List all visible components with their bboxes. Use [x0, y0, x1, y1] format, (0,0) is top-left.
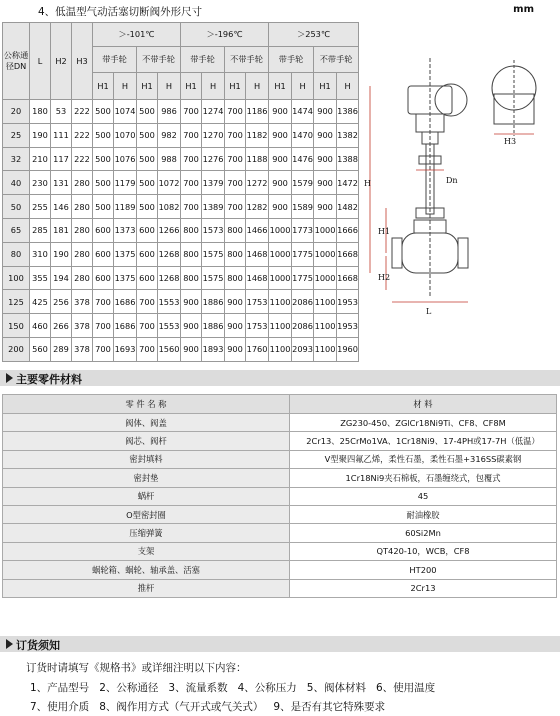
header-h: H — [202, 73, 225, 100]
table-cell: 280 — [72, 218, 93, 242]
table-cell: 600 — [93, 218, 114, 242]
valve-outline-drawing — [356, 58, 556, 348]
header-h: H — [246, 73, 269, 100]
header-h: H — [114, 73, 137, 100]
table-cell: 900 — [269, 123, 292, 147]
order-intro: 订货时请填写《规格书》或详细注明以下内容： — [26, 662, 247, 674]
table-cell: 600 — [137, 266, 158, 290]
table-cell: 222 — [72, 100, 93, 124]
parts-col-name: 零 件 名 称 — [3, 395, 290, 414]
table-cell: 1753 — [246, 314, 269, 338]
table-cell: 700 — [225, 195, 246, 219]
header-h1: H1 — [269, 73, 292, 100]
table-cell: 500 — [93, 171, 114, 195]
header-h3: H3 — [72, 23, 93, 100]
table-row — [3, 414, 557, 432]
table-cell: 1886 — [202, 314, 225, 338]
material-cell: ZG230-450、ZGlCr18Ni9Ti、CF8、CF8M — [290, 414, 557, 432]
table-cell: 1282 — [246, 195, 269, 219]
dn-cell: 65 — [3, 218, 30, 242]
table-cell: 600 — [93, 242, 114, 266]
table-cell: 900 — [225, 290, 246, 314]
material-cell: HT200 — [290, 561, 557, 579]
table-cell: 1560 — [158, 337, 181, 361]
table-cell: 900 — [314, 123, 337, 147]
table-cell: 1960 — [337, 337, 359, 361]
table-cell: 310 — [30, 242, 51, 266]
table-cell: 1000 — [314, 242, 337, 266]
table-cell: 1000 — [269, 218, 292, 242]
table-cell: 425 — [30, 290, 51, 314]
table-row — [3, 314, 359, 338]
table-row — [3, 524, 557, 542]
header-temp-101: ＞-101℃ — [93, 23, 181, 47]
table-cell: 181 — [51, 218, 72, 242]
part-name-cell: 密封填料 — [3, 450, 290, 468]
table-cell: 700 — [137, 337, 158, 361]
table-row — [3, 505, 557, 523]
table-cell: 900 — [269, 195, 292, 219]
table-cell: 1573 — [202, 218, 225, 242]
dn-cell: 40 — [3, 171, 30, 195]
dn-cell: 32 — [3, 147, 30, 171]
header-without-wheel: 不带手轮 — [137, 47, 181, 73]
table-cell: 1100 — [269, 290, 292, 314]
table-cell: 500 — [137, 171, 158, 195]
part-name-cell: 推杆 — [3, 579, 290, 597]
header-h1: H1 — [181, 73, 202, 100]
table-cell: 1482 — [337, 195, 359, 219]
table-cell: 700 — [181, 171, 202, 195]
header-with-wheel: 带手轮 — [181, 47, 225, 73]
header-h1: H1 — [225, 73, 246, 100]
table-cell: 280 — [72, 195, 93, 219]
table-cell: 900 — [314, 147, 337, 171]
table-cell: 146 — [51, 195, 72, 219]
parts-col-material: 材 料 — [290, 395, 557, 414]
header-dn: 公称通径DN — [3, 23, 30, 100]
order-section-header — [0, 636, 560, 652]
table-cell: 700 — [225, 147, 246, 171]
header-h: H — [158, 73, 181, 100]
parts-table-body — [3, 414, 557, 598]
table-cell: 700 — [225, 123, 246, 147]
table-row — [3, 337, 359, 361]
table-cell: 1553 — [158, 290, 181, 314]
table-row — [3, 487, 557, 505]
table-cell: 1472 — [337, 171, 359, 195]
table-cell: 1188 — [246, 147, 269, 171]
header-h: H — [292, 73, 314, 100]
table-cell: 800 — [181, 266, 202, 290]
parts-section-header — [0, 370, 560, 386]
table-cell: 378 — [72, 290, 93, 314]
table-cell: 900 — [225, 314, 246, 338]
table-cell: 1668 — [337, 266, 359, 290]
table-cell: 1886 — [202, 290, 225, 314]
table-cell: 53 — [51, 100, 72, 124]
header-h1: H1 — [314, 73, 337, 100]
table-cell: 1668 — [337, 242, 359, 266]
table-cell: 266 — [51, 314, 72, 338]
part-name-cell: O型密封圈 — [3, 505, 290, 523]
table-cell: 256 — [51, 290, 72, 314]
table-cell: 700 — [181, 195, 202, 219]
table-cell: 500 — [93, 100, 114, 124]
table-cell: 900 — [269, 100, 292, 124]
table-cell: 1268 — [158, 242, 181, 266]
table-cell: 1375 — [114, 242, 137, 266]
table-cell: 460 — [30, 314, 51, 338]
table-cell: 1474 — [292, 100, 314, 124]
table-cell: 500 — [137, 123, 158, 147]
part-name-cell: 支架 — [3, 542, 290, 560]
table-cell: 1693 — [114, 337, 137, 361]
label-dn: Dn — [446, 176, 458, 185]
table-row — [3, 195, 359, 219]
header-h2: H2 — [51, 23, 72, 100]
table-row — [3, 147, 359, 171]
parts-material-table — [2, 394, 557, 598]
table-cell: 1470 — [292, 123, 314, 147]
table-cell: 700 — [181, 123, 202, 147]
table-cell: 600 — [93, 266, 114, 290]
table-cell: 280 — [72, 242, 93, 266]
table-cell: 988 — [158, 147, 181, 171]
table-cell: 1760 — [246, 337, 269, 361]
table-cell: 700 — [93, 337, 114, 361]
table-cell: 500 — [137, 147, 158, 171]
material-cell: 2Cr13 — [290, 579, 557, 597]
table-cell: 1775 — [292, 242, 314, 266]
order-section-title: 订货须知 — [16, 639, 60, 652]
table-cell: 1753 — [246, 290, 269, 314]
part-name-cell: 阀体、阀盖 — [3, 414, 290, 432]
material-cell: 1Cr18Ni9夹石棉板，石墨缠绕式，包覆式 — [290, 469, 557, 487]
label-h2: H2 — [378, 273, 391, 282]
table-cell: 900 — [181, 314, 202, 338]
order-items-line-2: 7、使用介质 8、阀作用方式（气开式或气关式） 9、是否有其它特殊要求 — [30, 701, 386, 713]
table-cell: 982 — [158, 123, 181, 147]
table-cell: 1100 — [314, 290, 337, 314]
header-with-wheel: 带手轮 — [269, 47, 314, 73]
table-cell: 210 — [30, 147, 51, 171]
table-cell: 280 — [72, 171, 93, 195]
material-cell: 2Cr13、25CrMo1VA、1Cr18Ni9、17-4PH或17-7H（低温） — [290, 432, 557, 450]
table-cell: 280 — [72, 266, 93, 290]
table-cell: 1100 — [269, 314, 292, 338]
header-temp-253: ＞253℃ — [269, 23, 359, 47]
material-cell: 45 — [290, 487, 557, 505]
label-l: L — [426, 307, 432, 316]
table-row — [3, 242, 359, 266]
table-cell: 1270 — [202, 123, 225, 147]
table-cell: 500 — [93, 123, 114, 147]
part-name-cell: 密封垫 — [3, 469, 290, 487]
table-cell: 1893 — [202, 337, 225, 361]
table-cell: 1953 — [337, 314, 359, 338]
table-cell: 500 — [93, 147, 114, 171]
table-cell: 190 — [51, 242, 72, 266]
table-cell: 378 — [72, 337, 93, 361]
dn-cell: 200 — [3, 337, 30, 361]
table-cell: 1579 — [292, 171, 314, 195]
table-cell: 600 — [137, 242, 158, 266]
table-cell: 190 — [30, 123, 51, 147]
table-cell: 800 — [181, 242, 202, 266]
table-cell: 900 — [314, 195, 337, 219]
label-h1: H1 — [378, 227, 391, 236]
table-cell: 1389 — [202, 195, 225, 219]
table-cell: 222 — [72, 123, 93, 147]
table-cell: 1382 — [337, 123, 359, 147]
table-cell: 1575 — [202, 266, 225, 290]
table-cell: 800 — [225, 218, 246, 242]
table-cell: 1386 — [337, 100, 359, 124]
dimension-title: 4、低温型气动活塞切断阀外形尺寸 — [38, 6, 203, 18]
table-cell: 700 — [225, 171, 246, 195]
table-cell: 1666 — [337, 218, 359, 242]
dn-cell: 25 — [3, 123, 30, 147]
dn-cell: 125 — [3, 290, 30, 314]
table-cell: 1276 — [202, 147, 225, 171]
table-cell: 1000 — [269, 242, 292, 266]
table-cell: 1274 — [202, 100, 225, 124]
table-cell: 1072 — [158, 171, 181, 195]
dn-cell: 150 — [3, 314, 30, 338]
header-l: L — [30, 23, 51, 100]
table-cell: 1268 — [158, 266, 181, 290]
table-cell: 355 — [30, 266, 51, 290]
table-cell: 1953 — [337, 290, 359, 314]
table-row — [3, 579, 557, 597]
table-cell: 1082 — [158, 195, 181, 219]
table-cell: 1375 — [114, 266, 137, 290]
table-row — [3, 218, 359, 242]
dn-cell: 50 — [3, 195, 30, 219]
table-cell: 700 — [93, 314, 114, 338]
dimension-table-body — [3, 100, 359, 362]
table-row — [3, 450, 557, 468]
table-cell: 500 — [93, 195, 114, 219]
table-cell: 1468 — [246, 242, 269, 266]
material-cell: 60Si2Mn — [290, 524, 557, 542]
table-cell: 500 — [137, 195, 158, 219]
table-cell: 111 — [51, 123, 72, 147]
table-cell: 700 — [181, 100, 202, 124]
table-cell: 1686 — [114, 314, 137, 338]
table-cell: 1373 — [114, 218, 137, 242]
table-cell: 900 — [181, 290, 202, 314]
table-cell: 900 — [225, 337, 246, 361]
material-cell: QT420-10，WCB，CF8 — [290, 542, 557, 560]
header-h: H — [337, 73, 359, 100]
table-row — [3, 290, 359, 314]
table-cell: 117 — [51, 147, 72, 171]
table-cell: 700 — [137, 314, 158, 338]
table-cell: 1000 — [269, 266, 292, 290]
table-cell: 1575 — [202, 242, 225, 266]
table-cell: 560 — [30, 337, 51, 361]
table-row — [3, 266, 359, 290]
table-cell: 1000 — [314, 218, 337, 242]
table-row — [3, 469, 557, 487]
parts-section-title: 主要零件材料 — [16, 373, 82, 386]
table-cell: 222 — [72, 147, 93, 171]
triangle-bullet-icon — [6, 373, 13, 383]
table-cell: 1100 — [314, 314, 337, 338]
table-cell: 986 — [158, 100, 181, 124]
table-cell: 180 — [30, 100, 51, 124]
table-row — [3, 542, 557, 560]
table-row — [3, 561, 557, 579]
table-cell: 1074 — [114, 100, 137, 124]
handwheel-front — [435, 84, 467, 116]
part-name-cell: 蜗轮箱、蜗轮、轴承盖、活塞 — [3, 561, 290, 579]
table-row — [3, 171, 359, 195]
table-row — [3, 123, 359, 147]
table-cell: 194 — [51, 266, 72, 290]
dn-cell: 80 — [3, 242, 30, 266]
part-name-cell: 压缩弹簧 — [3, 524, 290, 542]
label-h3: H3 — [504, 137, 517, 146]
part-name-cell: 蜗杆 — [3, 487, 290, 505]
table-cell: 378 — [72, 314, 93, 338]
table-cell: 900 — [181, 337, 202, 361]
table-cell: 1553 — [158, 314, 181, 338]
table-cell: 700 — [93, 290, 114, 314]
table-cell: 1773 — [292, 218, 314, 242]
table-cell: 1100 — [314, 337, 337, 361]
table-cell: 1186 — [246, 100, 269, 124]
dimension-table — [2, 22, 359, 362]
section-title — [38, 4, 548, 20]
material-cell: 耐油橡胶 — [290, 505, 557, 523]
header-without-wheel: 不带手轮 — [314, 47, 359, 73]
order-items-line-1: 1、产品型号 2、公称通径 3、流量系数 4、公称压力 5、阀体材料 6、使用温度 — [30, 682, 436, 694]
table-cell: 1686 — [114, 290, 137, 314]
table-cell: 1388 — [337, 147, 359, 171]
table-cell: 700 — [225, 100, 246, 124]
table-cell: 900 — [269, 147, 292, 171]
material-cell: V型聚四氟乙烯，柔性石墨，柔性石墨+316SS碳素钢 — [290, 450, 557, 468]
table-cell: 1775 — [292, 266, 314, 290]
table-cell: 1182 — [246, 123, 269, 147]
table-cell: 1070 — [114, 123, 137, 147]
header-with-wheel: 带手轮 — [93, 47, 137, 73]
table-cell: 131 — [51, 171, 72, 195]
table-cell: 600 — [137, 218, 158, 242]
header-h1: H1 — [137, 73, 158, 100]
table-cell: 1076 — [114, 147, 137, 171]
header-without-wheel: 不带手轮 — [225, 47, 269, 73]
table-cell: 700 — [137, 290, 158, 314]
table-cell: 230 — [30, 171, 51, 195]
table-cell: 1589 — [292, 195, 314, 219]
table-cell: 900 — [314, 100, 337, 124]
table-cell: 1379 — [202, 171, 225, 195]
table-cell: 1466 — [246, 218, 269, 242]
table-cell: 1272 — [246, 171, 269, 195]
triangle-bullet-icon — [6, 639, 13, 649]
table-cell: 1000 — [314, 266, 337, 290]
dn-cell: 100 — [3, 266, 30, 290]
table-cell: 900 — [269, 171, 292, 195]
table-cell: 1189 — [114, 195, 137, 219]
table-cell: 1179 — [114, 171, 137, 195]
table-cell: 1476 — [292, 147, 314, 171]
table-cell: 1266 — [158, 218, 181, 242]
table-cell: 2086 — [292, 290, 314, 314]
label-h: H — [364, 179, 371, 188]
table-cell: 255 — [30, 195, 51, 219]
header-temp-196: ＞-196℃ — [181, 23, 269, 47]
table-cell: 800 — [225, 266, 246, 290]
table-cell: 800 — [181, 218, 202, 242]
table-row — [3, 432, 557, 450]
table-cell: 285 — [30, 218, 51, 242]
unit-label: mm — [513, 4, 534, 15]
table-cell: 800 — [225, 242, 246, 266]
table-cell: 289 — [51, 337, 72, 361]
header-h1: H1 — [93, 73, 114, 100]
table-cell: 2086 — [292, 314, 314, 338]
table-row — [3, 100, 359, 124]
table-cell: 900 — [314, 171, 337, 195]
table-cell: 1468 — [246, 266, 269, 290]
table-cell: 700 — [181, 147, 202, 171]
table-cell: 500 — [137, 100, 158, 124]
part-name-cell: 阀芯、阀杆 — [3, 432, 290, 450]
dn-cell: 20 — [3, 100, 30, 124]
table-cell: 2093 — [292, 337, 314, 361]
table-cell: 1100 — [269, 337, 292, 361]
actuator-side-body — [494, 94, 534, 124]
